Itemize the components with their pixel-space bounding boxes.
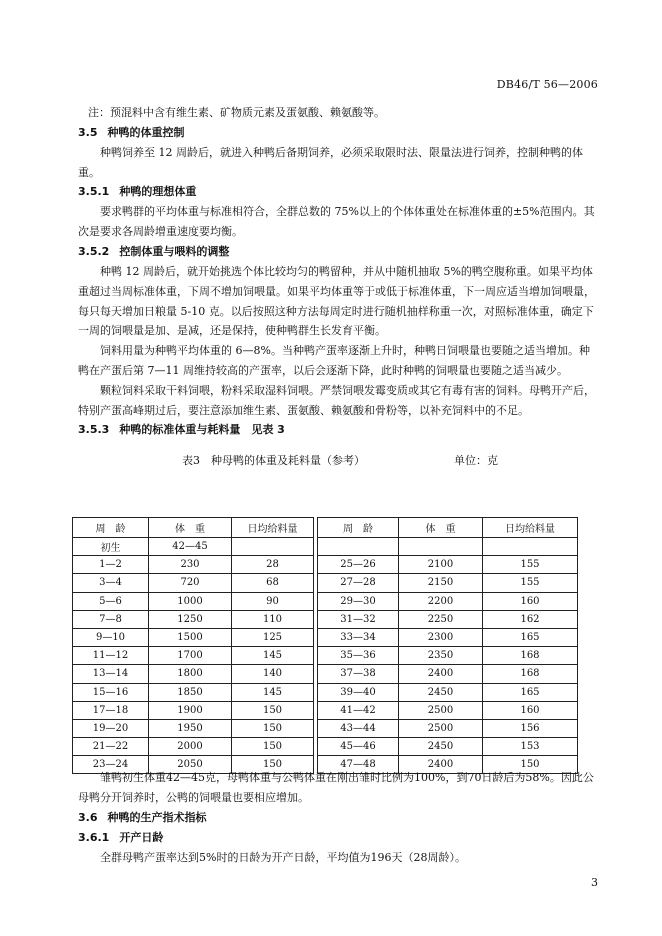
table-cell: 150 — [232, 738, 314, 756]
section-title: 种鸭的理想体重 — [119, 185, 197, 199]
paragraph-3-5: 种鸭饲养至 12 周龄后，就进入种鸭后备期饲养，必须采取限时法、限量法进行饲养，控制种鸭的体重。 — [78, 145, 583, 179]
table-cell: 2350 — [399, 647, 483, 665]
table-cell: 初生 — [73, 538, 149, 556]
table-cell: 165 — [483, 628, 578, 646]
table-cell: 15—16 — [73, 683, 149, 701]
table-cell: 1500 — [149, 628, 232, 646]
section-number: 3.6 — [78, 810, 98, 824]
paragraph-3-6-1: 全群母鸭产蛋率达到5%时的日龄为开产日龄，平均值为196天（28周龄）。 — [100, 850, 466, 864]
page-number: 3 — [591, 876, 598, 889]
table-cell: 23—24 — [73, 756, 149, 774]
table-cell: 29—30 — [318, 592, 399, 610]
table-cell: 1900 — [149, 701, 232, 719]
table-cell — [318, 538, 399, 556]
table-cell: 110 — [232, 610, 314, 628]
table-cell: 156 — [483, 719, 578, 737]
table-cell: 2200 — [399, 592, 483, 610]
table-cell: 9—10 — [73, 628, 149, 646]
section-title: 种鸭的标准体重与耗料量 见表 3 — [119, 423, 285, 437]
table-header-row — [73, 518, 578, 538]
table-cell: 2100 — [399, 556, 483, 574]
table-cell — [399, 538, 483, 556]
table-cell: 3—4 — [73, 574, 149, 592]
table-cell: 168 — [483, 647, 578, 665]
table-cell: 1—2 — [73, 556, 149, 574]
table-cell: 720 — [149, 574, 232, 592]
table-row — [73, 592, 578, 610]
paragraph-after-table: 雏鸭初生体重42—45克，母鸭体重与公鸭体重在刚出雏时比例为100%，到70日龄后为58%。因此公母鸭分开饲养时，公鸭的饲喂量也要相应增加。 — [78, 771, 594, 804]
table-cell: 1700 — [149, 647, 232, 665]
table-cell: 39—40 — [318, 683, 399, 701]
table-cell: 2150 — [399, 574, 483, 592]
table-row — [73, 665, 578, 683]
table-caption — [78, 446, 599, 474]
table-cell: 1850 — [149, 683, 232, 701]
column-header: 日均给料量 — [232, 518, 314, 538]
table-cell: 13—14 — [73, 665, 149, 683]
table-cell: 33—34 — [318, 628, 399, 646]
section-title: 控制体重与喂料的调整 — [119, 244, 230, 258]
table-cell: 140 — [232, 665, 314, 683]
table-cell: 153 — [483, 738, 578, 756]
table-row — [73, 574, 578, 592]
table-cell: 2300 — [399, 628, 483, 646]
table-cell: 150 — [483, 756, 578, 774]
table-cell: 160 — [483, 701, 578, 719]
premix-note: 注：预混料中含有维生素、矿物质元素及蛋氨酸、赖氨酸等。 — [88, 106, 385, 119]
column-header: 周 龄 — [73, 518, 149, 538]
table-cell: 37—38 — [318, 665, 399, 683]
table-cell: 165 — [483, 683, 578, 701]
table-cell: 42—45 — [149, 538, 232, 556]
table-cell: 1950 — [149, 719, 232, 737]
table-cell: 155 — [483, 574, 578, 592]
table-row — [73, 610, 578, 628]
table-row — [73, 683, 578, 701]
section-title: 种鸭的体重控制 — [107, 125, 185, 139]
section-heading-3-5-1 — [78, 182, 599, 202]
table-cell: 35—36 — [318, 647, 399, 665]
table-cell: 168 — [483, 665, 578, 683]
section-number: 3.6.1 — [78, 830, 110, 844]
table-cell: 160 — [483, 592, 578, 610]
table-cell: 2050 — [149, 756, 232, 774]
paragraph-3-5-1: 要求鸭群的平均体重与标准相符合，全群总数的 75%以上的个体体重处在标准体重的±5%范围内。其次是要求各周龄增重速度要均衡。 — [78, 205, 595, 239]
table-cell: 25—26 — [318, 556, 399, 574]
table-cell: 2000 — [149, 738, 232, 756]
table-cell: 150 — [232, 701, 314, 719]
table-cell: 7—8 — [73, 610, 149, 628]
section-heading-3-6 — [78, 808, 599, 828]
section-title: 开产日龄 — [119, 830, 164, 844]
table-unit: 单位：克 — [454, 454, 498, 468]
table-cell: 2400 — [399, 756, 483, 774]
table-cell: 2250 — [399, 610, 483, 628]
table-cell: 11—12 — [73, 647, 149, 665]
section-title: 种鸭的生产指术指标 — [107, 810, 207, 824]
table-cell: 155 — [483, 556, 578, 574]
table-cell: 43—44 — [318, 719, 399, 737]
table-row — [73, 556, 578, 574]
section-number: 3.5.3 — [78, 423, 110, 437]
column-header: 周 龄 — [318, 518, 399, 538]
table-cell — [232, 538, 314, 556]
weight-feed-table — [72, 517, 578, 774]
table-cell: 162 — [483, 610, 578, 628]
table-cell: 45—46 — [318, 738, 399, 756]
table-body — [73, 538, 578, 774]
section-heading-3-5-3 — [78, 420, 599, 440]
table-cell: 1250 — [149, 610, 232, 628]
table-cell: 125 — [232, 628, 314, 646]
table-cell: 2450 — [399, 683, 483, 701]
table-cell: 41—42 — [318, 701, 399, 719]
standard-code: DB46/T 56—2006 — [496, 78, 598, 91]
table-cell: 145 — [232, 647, 314, 665]
table-cell — [483, 538, 578, 556]
paragraph-3-5-2-b: 饲料用量为种鸭平均体重的 6—8%。当种鸭产蛋率逐渐上升时，种鸭日饲喂量也要随之适当增加。种鸭在产蛋后第 7—11 周维持较高的产蛋率，以后会逐渐下降，此时种鸭的饲喂量也要随之适当减少。 — [78, 344, 590, 377]
table-cell: 2500 — [399, 719, 483, 737]
section-heading-3-5-2 — [78, 242, 599, 262]
section-number: 3.5 — [78, 125, 98, 139]
table-cell: 17—18 — [73, 701, 149, 719]
column-header: 日均给料量 — [483, 518, 578, 538]
table-row — [73, 647, 578, 665]
table-cell: 1800 — [149, 665, 232, 683]
table-cell: 27—28 — [318, 574, 399, 592]
table-row — [73, 538, 578, 556]
table-cell: 31—32 — [318, 610, 399, 628]
body-top — [78, 103, 599, 474]
table-row — [73, 628, 578, 646]
table-cell: 150 — [232, 756, 314, 774]
column-header: 体 重 — [399, 518, 483, 538]
table-cell: 1000 — [149, 592, 232, 610]
paragraph-3-5-2-c: 颗粒饲料采取干料饲喂，粉料采取湿料饲喂。严禁饲喂发霉变质或其它有毒有害的饲料。母鸭开产后，特别产蛋高峰期过后，要注意添加维生素、蛋氨酸、赖氨酸和骨粉等，以补充饲料中的不足。 — [78, 383, 595, 417]
column-header: 体 重 — [149, 518, 232, 538]
table-cell: 21—22 — [73, 738, 149, 756]
section-heading-3-5 — [78, 123, 599, 143]
table-cell: 90 — [232, 592, 314, 610]
table-row — [73, 701, 578, 719]
table-cell: 2400 — [399, 665, 483, 683]
table-cell: 19—20 — [73, 719, 149, 737]
table-cell: 145 — [232, 683, 314, 701]
table-cell: 150 — [232, 719, 314, 737]
table-cell: 28 — [232, 556, 314, 574]
section-number: 3.5.1 — [78, 185, 110, 199]
table-cell: 2500 — [399, 701, 483, 719]
table-row — [73, 738, 578, 756]
paragraph-3-5-2-a: 种鸭 12 周龄后，就开始挑选个体比较均匀的鸭留种，并从中随机抽取 5%的鸭空腹称重。如果平均体重超过当周标准体重，下周不增加饲喂量。如果平均体重等于或低于标准体重，下一周应适当增加饲喂量，每只每天增加日粮量 5-10 克。以后按照这种方法每周定时进行随机抽样称重一次，对照标准体重，确定下一周的饲喂量是加、是减，还是保持，使种鸭群生长发育平衡。 — [78, 264, 595, 338]
table-cell: 2450 — [399, 738, 483, 756]
table-title: 表3 种母鸭的体重及耗料量（参考） — [182, 454, 365, 468]
table-cell: 230 — [149, 556, 232, 574]
body-bottom — [78, 768, 599, 867]
table-row — [73, 719, 578, 737]
section-heading-3-6-1 — [78, 828, 599, 848]
table-cell: 47—48 — [318, 756, 399, 774]
section-number: 3.5.2 — [78, 244, 110, 258]
table-cell: 5—6 — [73, 592, 149, 610]
table-cell: 68 — [232, 574, 314, 592]
